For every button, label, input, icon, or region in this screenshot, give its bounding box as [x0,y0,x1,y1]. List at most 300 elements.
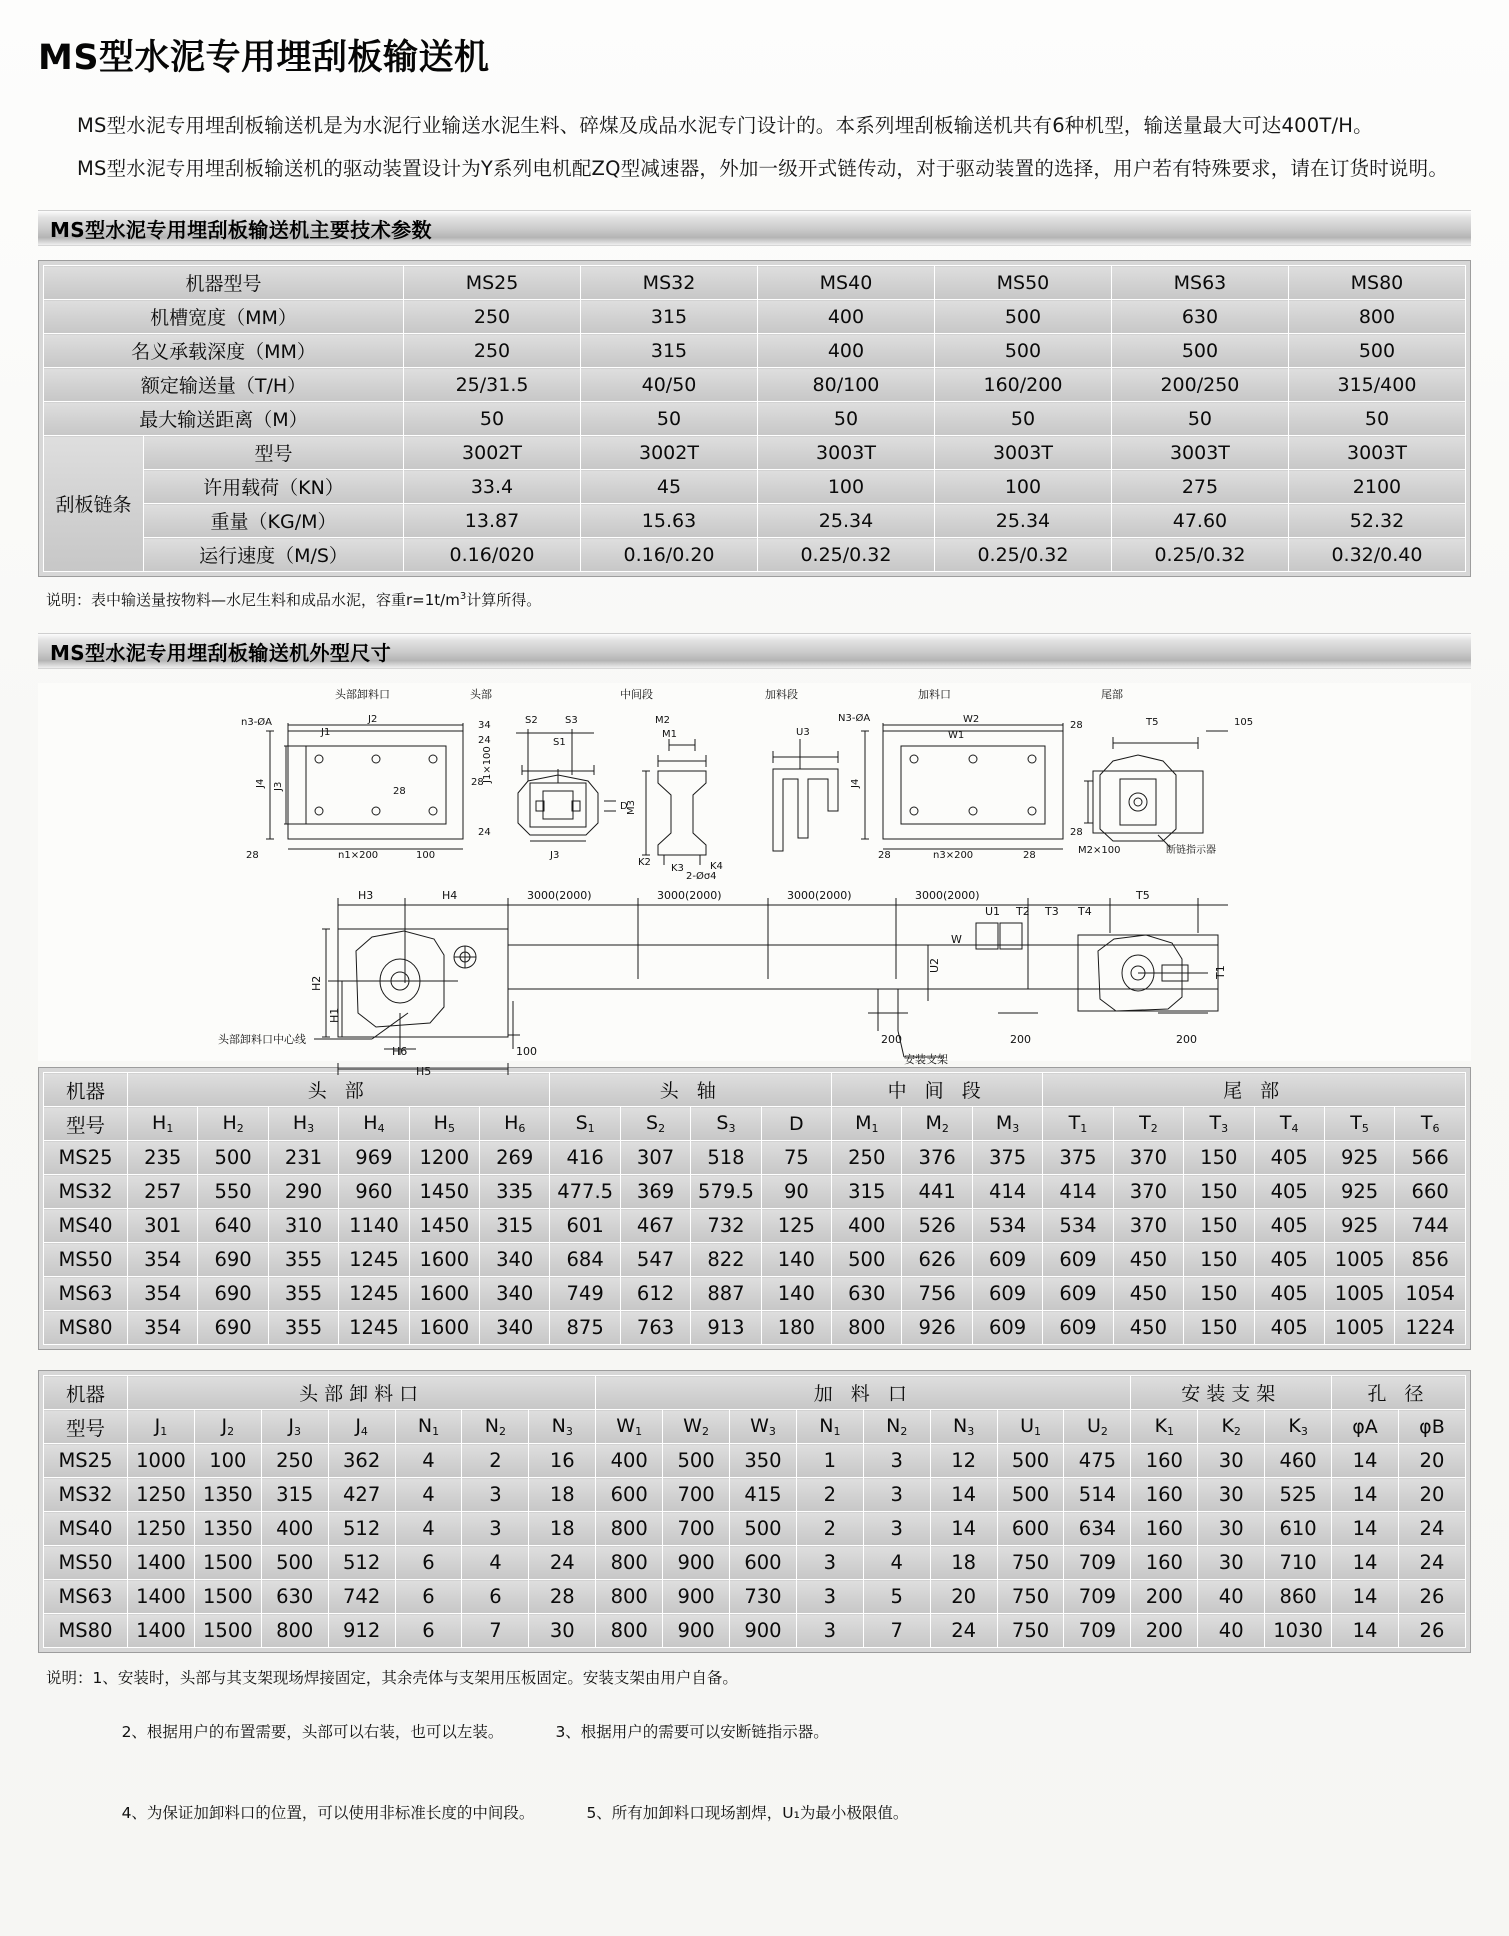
svg-text:H2: H2 [310,975,323,991]
table1-note-text: 说明：表中输送量按物料—水尼生料和成品水泥，容重$r=1t/m^3$计算所得。 [46,591,542,609]
cell: 477.5 [550,1175,620,1209]
cell: 3 [796,1614,863,1648]
svg-text:3000(2000): 3000(2000) [915,889,980,902]
cell: 609 [1043,1243,1113,1277]
cell: 415 [730,1478,797,1512]
cell: 140 [761,1277,831,1311]
table-row [44,1478,1466,1512]
cell: 441 [902,1175,972,1209]
svg-text:H3: H3 [358,889,374,902]
footnote-line-2 [46,1692,1471,1773]
cell: 405 [1254,1175,1324,1209]
cell: 375 [1043,1141,1113,1175]
cell: 47.60 [1111,504,1288,538]
intro-paragraph-1: MS型水泥专用埋刮板输送机是为水泥行业输送水泥生料、碎煤及成品水泥专门设计的。本系列埋刮板输送机共有6种机型，输送量最大可达400T/H。 [77,114,1373,137]
cell: 4 [395,1512,462,1546]
col-header-φA: φA [1332,1410,1399,1444]
col-header-K2: $K_2$ [1198,1410,1265,1444]
cell: 400 [596,1444,663,1478]
cell: 375 [972,1141,1042,1175]
cell: 6 [395,1546,462,1580]
table-row [44,1243,1466,1277]
engineering-drawing [38,683,1471,1078]
svg-text:安装支架: 安装支架 [904,1053,948,1066]
cell: 14 [1332,1580,1399,1614]
svg-text:28: 28 [1070,827,1083,838]
cell: 610 [1265,1512,1332,1546]
model-header-0: MS25 [404,266,581,300]
cell: 235 [128,1141,198,1175]
svg-text:头部: 头部 [470,688,492,701]
row-label: 额定输送量（T/H） [44,368,404,402]
row-label: 名义承载深度（MM） [44,334,404,368]
cell: 150 [1184,1243,1254,1277]
cell: 512 [328,1546,395,1580]
col-header-H4: $H_4$ [339,1107,409,1141]
cell: 860 [1265,1580,1332,1614]
cell: 0.25/0.32 [934,538,1111,572]
cell: 3 [462,1512,529,1546]
cell: 200 [1131,1580,1198,1614]
model-header-5: MS80 [1288,266,1465,300]
cell: 1450 [409,1175,479,1209]
row-label: 最大输送距离（M） [44,402,404,436]
cell: 467 [620,1209,690,1243]
cell: 150 [1184,1277,1254,1311]
svg-text:H1: H1 [328,1007,341,1023]
cell: 500 [934,334,1111,368]
cell: 2 [796,1512,863,1546]
model-head-line2: 型号 [44,1410,128,1444]
cell: 340 [480,1311,550,1345]
cell: 400 [757,300,934,334]
cell: 416 [550,1141,620,1175]
cell: 3003T [934,436,1111,470]
cell: 512 [328,1512,395,1546]
cell: 150 [1184,1175,1254,1209]
table-header-row [44,1107,1466,1141]
table-row [44,334,1466,368]
col-header-N2: $N_2$ [863,1410,930,1444]
cell: 626 [902,1243,972,1277]
cell: 500 [832,1243,902,1277]
svg-text:J3: J3 [550,850,560,861]
cell: 40 [1198,1580,1265,1614]
cell: 160 [1131,1512,1198,1546]
cell: 709 [1064,1546,1131,1580]
cell: 1250 [128,1478,195,1512]
svg-text:S1: S1 [553,737,566,748]
table-row [44,1311,1466,1345]
cell: 1450 [409,1209,479,1243]
col-header-M2: $M_2$ [902,1107,972,1141]
group-header-0: 头 部 [128,1073,550,1107]
cell: 925 [1324,1141,1394,1175]
cell: 310 [268,1209,338,1243]
cell: 609 [1043,1311,1113,1345]
cell: 0.25/0.32 [1111,538,1288,572]
cell: 4 [395,1444,462,1478]
svg-text:K3: K3 [671,863,684,874]
svg-text:U1: U1 [985,905,1001,918]
cell: 200/250 [1111,368,1288,402]
cell: 18 [529,1478,596,1512]
cell: 400 [261,1512,328,1546]
cell: 609 [972,1277,1042,1311]
svg-text:100: 100 [416,850,436,861]
svg-text:D: D [620,801,628,812]
cell: 475 [1064,1444,1131,1478]
cell: 1054 [1395,1277,1466,1311]
svg-text:2-Øσ4: 2-Øσ4 [686,871,717,882]
cell: 354 [128,1311,198,1345]
svg-text:J4: J4 [255,778,266,788]
cell: 630 [1111,300,1288,334]
svg-text:J4: J4 [850,778,861,788]
footnote-3a: 4、为保证加卸料口的位置，可以使用非标准长度的中间段。 [121,1804,535,1822]
cell: 200 [1131,1614,1198,1648]
cell: 500 [198,1141,268,1175]
cell: 30 [529,1614,596,1648]
cell: 50 [581,402,758,436]
group-header-1: 头 轴 [550,1073,832,1107]
cell: 856 [1395,1243,1466,1277]
cell: 24 [930,1614,997,1648]
cell: 370 [1113,1209,1183,1243]
cell: 1250 [128,1512,195,1546]
col-header-N2: $N_2$ [462,1410,529,1444]
cell: 500 [730,1512,797,1546]
cell: 427 [328,1478,395,1512]
svg-text:W1: W1 [948,730,965,741]
cell: 1030 [1265,1614,1332,1648]
cell: 744 [1395,1209,1466,1243]
group-header-1: 加 料 口 [596,1376,1131,1410]
col-header-S1: $S_1$ [550,1107,620,1141]
cell: 518 [691,1141,761,1175]
cell: 14 [1332,1512,1399,1546]
col-header-W3: $W_3$ [730,1410,797,1444]
cell: 630 [261,1580,328,1614]
col-header-H3: $H_3$ [268,1107,338,1141]
svg-text:N3-ØA: N3-ØA [838,713,871,724]
row-model: MS32 [44,1175,128,1209]
col-header-K1: $K_1$ [1131,1410,1198,1444]
openings-table-wrap [38,1370,1471,1653]
cell: 14 [930,1512,997,1546]
cell: 900 [663,1580,730,1614]
cell: 250 [261,1444,328,1478]
model-header-2: MS40 [757,266,934,300]
cell: 290 [268,1175,338,1209]
footnote-line-1: 说明：1、安装时，头部与其支架现场焊接固定，其余壳体与支架用压板固定。安装支架由用户自备。 [46,1669,738,1687]
footnotes [46,1665,1471,1854]
cell: 6 [395,1580,462,1614]
cell: 600 [596,1478,663,1512]
cell: 500 [997,1444,1064,1478]
cell: 601 [550,1209,620,1243]
cell: 1500 [194,1580,261,1614]
col-header-W1: $W_1$ [596,1410,663,1444]
cell: 1224 [1395,1311,1466,1345]
cell: 800 [261,1614,328,1648]
col-header-T5: $T_5$ [1324,1107,1394,1141]
cell: 250 [832,1141,902,1175]
cell: 800 [832,1311,902,1345]
table-row [44,1614,1466,1648]
col-header-N3: $N_3$ [930,1410,997,1444]
cell: 1000 [128,1444,195,1478]
row-label: 重量（KG/M） [144,504,404,538]
cell: 1500 [194,1614,261,1648]
cell: 90 [761,1175,831,1209]
table-row [44,1512,1466,1546]
row-model: MS25 [44,1141,128,1175]
cell: 250 [404,334,581,368]
svg-text:T2: T2 [1016,905,1030,918]
cell: 1005 [1324,1243,1394,1277]
cell: 14 [1332,1478,1399,1512]
svg-text:200: 200 [1010,1033,1031,1046]
cell: 340 [480,1243,550,1277]
cell: 1500 [194,1546,261,1580]
cell: 800 [596,1580,663,1614]
col-header-T2: $T_2$ [1113,1107,1183,1141]
col-header-W2: $W_2$ [663,1410,730,1444]
svg-text:M1: M1 [662,729,677,740]
cell: 1005 [1324,1277,1394,1311]
cell: 20 [1398,1478,1465,1512]
col-header-T3: $T_3$ [1184,1107,1254,1141]
cell: 52.32 [1288,504,1465,538]
cell: 15.63 [581,504,758,538]
cell: 460 [1265,1444,1332,1478]
svg-text:24: 24 [478,735,491,746]
technical-parameters-table-wrap [38,260,1471,577]
cell: 969 [339,1141,409,1175]
svg-text:加料口: 加料口 [918,688,951,701]
cell: 3 [863,1478,930,1512]
svg-text:28: 28 [393,786,406,797]
cell: 730 [730,1580,797,1614]
cell: 690 [198,1277,268,1311]
col-header-J4: $J_4$ [328,1410,395,1444]
cell: 12 [930,1444,997,1478]
table-row [44,300,1466,334]
table-row [44,1580,1466,1614]
cell: 350 [730,1444,797,1478]
cell: 822 [691,1243,761,1277]
table-row [44,504,1466,538]
svg-text:105: 105 [1234,717,1254,728]
col-header-T1: $T_1$ [1043,1107,1113,1141]
cell: 600 [997,1512,1064,1546]
row-model: MS63 [44,1277,128,1311]
cell: 800 [596,1512,663,1546]
cell: 80/100 [757,368,934,402]
svg-text:S3: S3 [565,715,578,726]
cell: 500 [934,300,1111,334]
cell: 30 [1198,1444,1265,1478]
col-header-H5: $H_5$ [409,1107,479,1141]
cell: 50 [934,402,1111,436]
cell: 26 [1398,1580,1465,1614]
cell: 1245 [339,1277,409,1311]
col-header-J2: $J_2$ [194,1410,261,1444]
cell: 450 [1113,1243,1183,1277]
cell: 40/50 [581,368,758,402]
cell: 20 [1398,1444,1465,1478]
cell: 400 [832,1209,902,1243]
svg-text:3000(2000): 3000(2000) [657,889,722,902]
col-header-H2: $H_2$ [198,1107,268,1141]
svg-text:200: 200 [1176,1033,1197,1046]
cell: 2100 [1288,470,1465,504]
cell: 900 [663,1614,730,1648]
cell: 45 [581,470,758,504]
svg-text:T5: T5 [1136,889,1150,902]
cell: 30 [1198,1546,1265,1580]
cell: 800 [596,1614,663,1648]
cell: 18 [930,1546,997,1580]
cell: 700 [663,1512,730,1546]
footnote-line-3 [46,1773,1471,1854]
model-header-4: MS63 [1111,266,1288,300]
cell: 547 [620,1243,690,1277]
table-header-row [44,1410,1466,1444]
cell: 887 [691,1277,761,1311]
row-model: MS63 [44,1580,128,1614]
cell: 405 [1254,1311,1324,1345]
cell: 405 [1254,1243,1324,1277]
cell: 14 [1332,1614,1399,1648]
cell: 1400 [128,1546,195,1580]
cell: 926 [902,1311,972,1345]
cell: 1 [796,1444,863,1478]
cell: 369 [620,1175,690,1209]
cell: 75 [761,1141,831,1175]
cell: 3 [863,1512,930,1546]
svg-text:中间段: 中间段 [620,688,653,701]
cell: 6 [395,1614,462,1648]
cell: 690 [198,1311,268,1345]
cell: 1140 [339,1209,409,1243]
cell: 100 [757,470,934,504]
cell: 40 [1198,1614,1265,1648]
svg-text:H4: H4 [442,889,458,902]
cell: 500 [997,1478,1064,1512]
cell: 750 [997,1546,1064,1580]
cell: 742 [328,1580,395,1614]
col-header-J3: $J_3$ [261,1410,328,1444]
svg-text:尾部: 尾部 [1101,688,1123,701]
svg-text:28: 28 [1023,850,1036,861]
cell: 50 [757,402,934,436]
cell: 231 [268,1141,338,1175]
cell: 1400 [128,1614,195,1648]
cell: 335 [480,1175,550,1209]
svg-text:3000(2000): 3000(2000) [527,889,592,902]
cell: 301 [128,1209,198,1243]
cell: 3002T [581,436,758,470]
cell: 500 [261,1546,328,1580]
col-header-S2: $S_2$ [620,1107,690,1141]
model-header-3: MS50 [934,266,1111,300]
cell: 33.4 [404,470,581,504]
cell: 1245 [339,1243,409,1277]
table-row [44,1546,1466,1580]
svg-text:W: W [951,933,962,946]
cell: 763 [620,1311,690,1345]
cell: 1400 [128,1580,195,1614]
cell: 50 [1111,402,1288,436]
cell: 800 [1288,300,1465,334]
conveyor-outline-drawing [38,683,1471,1078]
table-row [44,436,1466,470]
svg-text:28: 28 [878,850,891,861]
cell: 450 [1113,1311,1183,1345]
table-row [44,470,1466,504]
row-model: MS50 [44,1546,128,1580]
cell: 180 [761,1311,831,1345]
cell: 0.16/020 [404,538,581,572]
cell: 525 [1265,1478,1332,1512]
cell: 140 [761,1243,831,1277]
cell: 800 [596,1546,663,1580]
cell: 100 [934,470,1111,504]
svg-text:n1×200: n1×200 [338,850,379,861]
group-header-3: 尾 部 [1043,1073,1466,1107]
row-model: MS25 [44,1444,128,1478]
cell: 875 [550,1311,620,1345]
cell: 250 [404,300,581,334]
cell: 14 [930,1478,997,1512]
cell: 709 [1064,1580,1131,1614]
table-row [44,1209,1466,1243]
cell: 315 [261,1478,328,1512]
cell: 376 [902,1141,972,1175]
table-row [44,538,1466,572]
cell: 18 [529,1512,596,1546]
col-header-M1: $M_1$ [832,1107,902,1141]
svg-text:加料段: 加料段 [765,688,798,701]
cell: 600 [730,1546,797,1580]
cell: 25.34 [757,504,934,538]
cell: 3 [796,1546,863,1580]
row-model: MS50 [44,1243,128,1277]
svg-text:T4: T4 [1078,905,1092,918]
cell: 514 [1064,1478,1131,1512]
svg-text:U3: U3 [796,727,810,738]
cell: 315 [581,300,758,334]
svg-text:H6: H6 [392,1045,408,1058]
cell: 315 [581,334,758,368]
svg-text:n3×200: n3×200 [933,850,974,861]
cell: 2 [462,1444,529,1478]
col-header-U1: $U_1$ [997,1410,1064,1444]
svg-text:M3: M3 [626,800,637,815]
svg-text:28: 28 [1070,720,1083,731]
cell: 925 [1324,1175,1394,1209]
cell: 257 [128,1175,198,1209]
cell: 6 [462,1580,529,1614]
cell: 405 [1254,1277,1324,1311]
row-model: MS80 [44,1614,128,1648]
cell: 3002T [404,436,581,470]
cell: 1350 [194,1512,261,1546]
cell: 684 [550,1243,620,1277]
row-model: MS40 [44,1512,128,1546]
